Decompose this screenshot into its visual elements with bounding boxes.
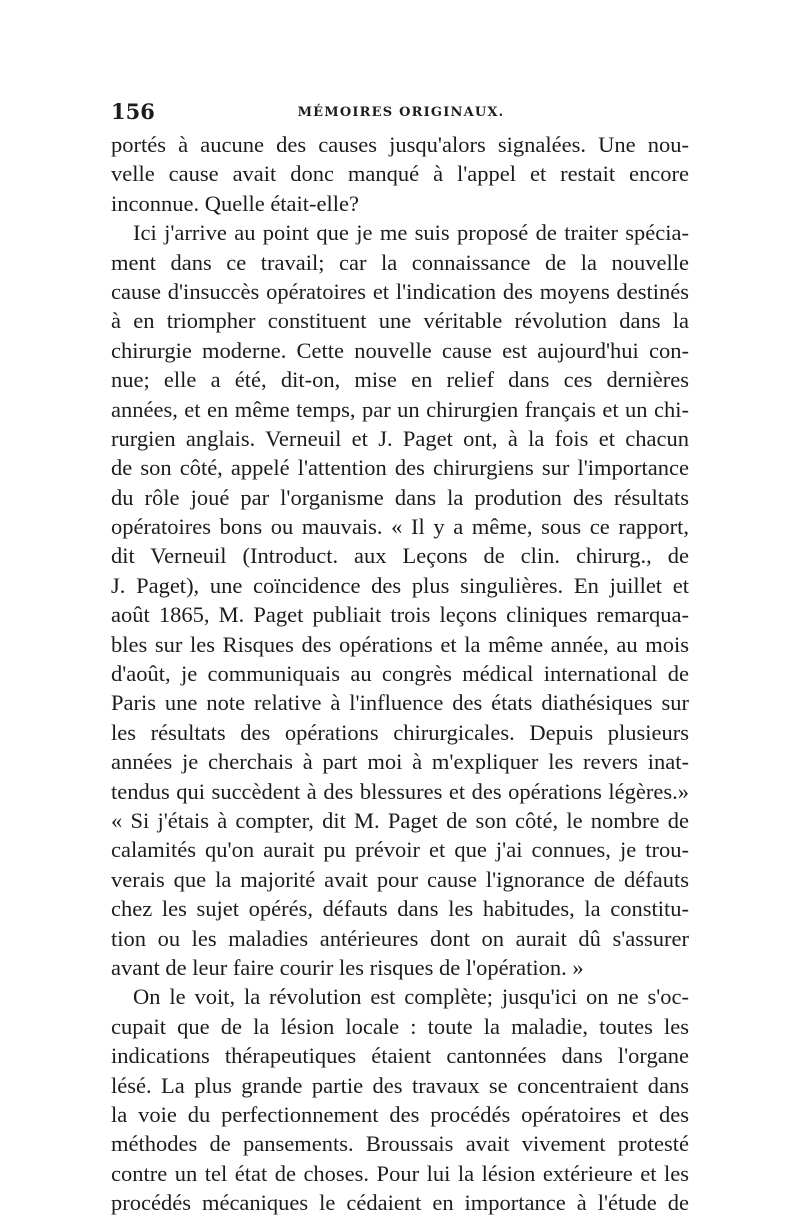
- page-number: 156: [111, 99, 155, 124]
- text-line: J. Paget), une coïncidence des plus singulières. En juillet et: [111, 572, 689, 598]
- text-line: chirurgie moderne. Cette nouvelle cause est aujourd'hui con-: [111, 337, 689, 363]
- text-line: Paris une note relative à l'influence des états diathésiques sur: [111, 690, 689, 716]
- text-line: de son côté, appelé l'attention des chirurgiens sur l'importance: [111, 455, 689, 481]
- text-line: cause d'insuccès opératoires et l'indication des moyens destinés: [111, 278, 689, 304]
- text-line: d'août, je communiquais au congrès médical international de: [111, 661, 689, 687]
- text-line: du rôle joué par l'organisme dans la prodution des résultats: [111, 484, 689, 510]
- text-line: bles sur les Risques des opérations et la même année, au mois: [111, 631, 689, 657]
- page-header: [111, 100, 691, 124]
- text-line: portés à aucune des causes jusqu'alors signalées. Une nou-: [111, 132, 689, 157]
- text-line: méthodes de pansements. Broussais avait vivement protesté: [111, 1131, 689, 1157]
- text-line: années je cherchais à part moi à m'expliquer les revers inat-: [111, 749, 689, 775]
- text-line: avant de leur faire courir les risques de l'opération. »: [111, 954, 584, 980]
- text-line: Ici j'arrive au point que je me suis proposé de traiter spécia-: [133, 220, 689, 246]
- running-title: MÉMOIRES ORIGINAUX.: [297, 105, 505, 120]
- text-line: nue; elle a été, dit-on, mise en relief dans ces dernières: [111, 367, 689, 393]
- text-line: ment dans ce travail; car la connaissance de la nouvelle: [111, 249, 689, 275]
- text-line: « Si j'étais à compter, dit M. Paget de son côté, le nombre de: [111, 807, 689, 833]
- text-line: la voie du perfectionnement des procédés opératoires et des: [111, 1101, 689, 1127]
- text-line: lésé. La plus grande partie des travaux se concentraient dans: [111, 1072, 689, 1098]
- text-line: indications thérapeutiques étaient cantonnées dans l'organe: [111, 1043, 689, 1069]
- text-line: calamités qu'on aurait pu prévoir et que j'ai connues, je trou-: [111, 837, 689, 863]
- text-line: août 1865, M. Paget publiait trois leçons cliniques remarqua-: [111, 602, 689, 628]
- body-text: [111, 130, 689, 1217]
- text-line: velle cause avait donc manqué à l'appel et restait encore: [111, 161, 689, 187]
- text-line: opératoires bons ou mauvais. « Il y a même, sous ce rapport,: [111, 514, 689, 540]
- text-line: à en triompher constituent une véritable révolution dans la: [111, 308, 689, 334]
- text-line: chez les sujet opérés, défauts dans les habitudes, la constitu-: [111, 896, 689, 922]
- text-line: tion ou les maladies antérieures dont on aurait dû s'assurer: [111, 925, 689, 951]
- text-line: inconnue. Quelle était-elle?: [111, 190, 360, 216]
- text-line: verais que la majorité avait pour cause l'ignorance de défauts: [111, 866, 689, 892]
- text-line: années, et en même temps, par un chirurgien français et un chi-: [111, 396, 689, 422]
- text-line: dit Verneuil (Introduct. aux Leçons de clin. chirurg., de: [111, 543, 689, 569]
- text-line: contre un tel état de choses. Pour lui la lésion extérieure et les: [111, 1160, 689, 1186]
- text-line: rurgien anglais. Verneuil et J. Paget ont, à la fois et chacun: [111, 425, 689, 451]
- text-line: On le voit, la révolution est complète; jusqu'ici on ne s'oc-: [133, 984, 689, 1010]
- text-line: procédés mécaniques le cédaient en importance à l'étude de: [111, 1190, 689, 1216]
- text-line: cupait que de la lésion locale : toute la maladie, toutes les: [111, 1013, 689, 1039]
- text-line: les résultats des opérations chirurgicales. Depuis plusieurs: [111, 719, 689, 745]
- text-line: tendus qui succèdent à des blessures et des opérations légères.»: [111, 778, 689, 804]
